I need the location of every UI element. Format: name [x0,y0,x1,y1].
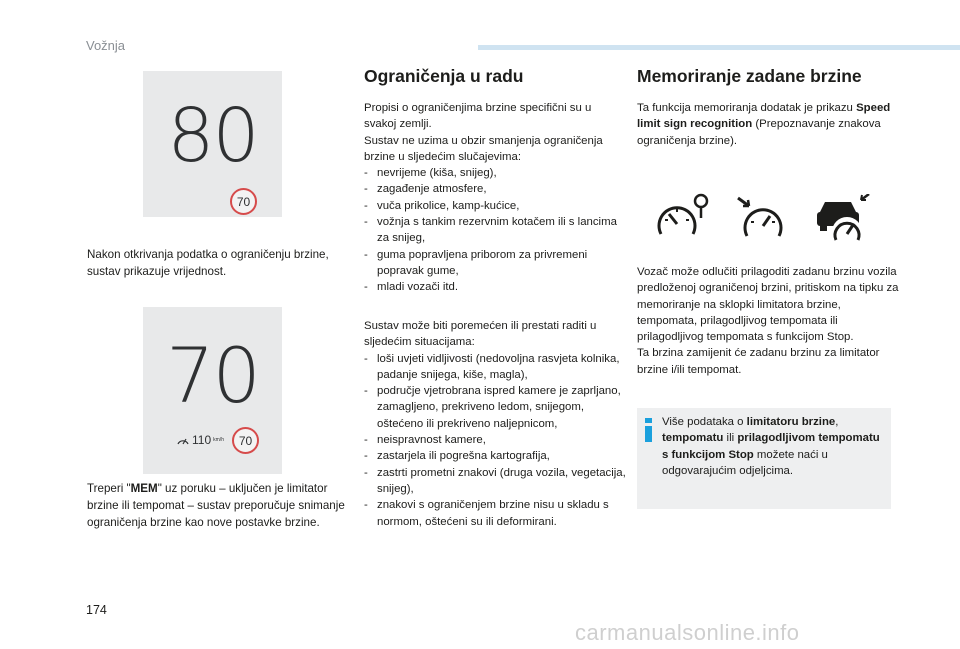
displayed-speed: 70 [166,331,259,420]
limiter-value: 110 [192,433,212,447]
list-item: - zagađenje atmosfere, [364,181,626,197]
paragraph: Propisi o ograničenjima brzine specifični su u svakoj zemlji. [364,102,592,131]
memory-intro-paragraph: Ta funkcija memoriranja dodatak je prikazu Speed limit sign recognition (Prepoznavanje znakova ograničenja brzine). [637,102,891,147]
feature-name: Speed limit sign recognition [637,102,891,131]
list-item: - zastrti prometni znakovi (druga vozila, vegetacija, snijeg), [364,465,626,498]
limits-section-part-1 [364,100,626,296]
limiter-unit: km/h [213,436,224,443]
speed-display-figure-2 [143,307,282,474]
info-box [637,408,891,509]
section-header: Vožnja [86,38,126,53]
list-item: - neispravnost kamere, [364,432,626,448]
figure-1-caption: Nakon otkrivanja podatka o ograničenju brzine, sustav prikazuje vrijednost. [87,248,329,278]
paragraph: Ta brzina zamijenit će zadanu brzinu za limitator brzine i/ili tempomat. [637,347,880,376]
speed-limit-sign-value: 70 [236,194,251,209]
speed-limit-sign-value: 70 [238,433,253,448]
list-item: - mladi vozači itd. [364,279,626,295]
cruise-control-icon [737,196,789,242]
limiter-readout [176,433,225,447]
page-number: 174 [86,603,107,617]
speed-display-figure-1 [143,71,282,217]
paragraph: Sustav ne uzima u obzir smanjenja ograničenja brzine u sljedećim slučajevima: [364,134,603,163]
displayed-speed: 80 [167,93,258,179]
cruise-icons-row [655,192,875,246]
limiter-gauge-icon [176,434,190,446]
speed-limit-sign-icon [230,188,257,215]
figure-2-caption: Treperi "MEM" uz poruku – uključen je limitator brzine ili tempomat – sustav preporučuje snimanje ograničenja brzine kao nove postavke brzine. [87,482,345,529]
info-icon [645,418,652,442]
paragraph: Sustav može biti poremećen ili prestati raditi u sljedećim situacijama: [364,320,597,349]
list-item: - loši uvjeti vidljivosti (nedovoljna rasvjeta kolnika, padanje snijega, kiše, magla), [364,351,626,384]
adaptive-cruise-control-icon [815,194,873,244]
speed-limit-sign-icon [232,427,259,454]
mem-label: MEM [130,482,158,495]
watermark: carmanualsonline.info [575,620,800,645]
speed-limiter-icon [655,192,711,242]
memory-section-title: Memoriranje zadane brzine [637,66,862,86]
list-item: - vožnja s tankim rezervnim kotačem ili s lancima za snijeg, [364,214,626,247]
list-item: - guma popravljena priborom za privremeni popravak gume, [364,247,626,280]
info-text: Više podataka o limitatoru brzine, tempomatu ili prilagodljivom tempomatu s funkcijom Stop možete naći u odgovarajućim odjeljcima. [662,416,880,477]
memory-body [637,264,899,378]
list-item: - područje vjetrobrana ispred kamere je zaprljano, zamagljeno, prekriveno ledom, snijegom, oštećeno ili prekriveno naljepnicom, [364,383,626,432]
list-item: - vuča prikolice, kamp-kućice, [364,198,626,214]
list-item: - znakovi s ograničenjem brzine nisu u skladu s normom, oštećeni su ili deformirani. [364,497,626,530]
limits-section-part-2 [364,318,626,530]
list-item: - nevrijeme (kiša, snijeg), [364,165,626,181]
header-accent-bar [478,45,960,50]
paragraph: Vozač može odlučiti prilagoditi zadanu brzinu vozila predloženoj ograničenoj brzini, pritiskom na tipku za memoriranje na sklopki limitatora brzine, tempomata, prilagodljivog tempomata ili prilagodljivog tempomata s funkcijom Stop. [637,266,899,344]
list-item: - zastarjela ili pogrešna kartografija, [364,448,626,464]
limits-section-title: Ograničenja u radu [364,66,524,86]
